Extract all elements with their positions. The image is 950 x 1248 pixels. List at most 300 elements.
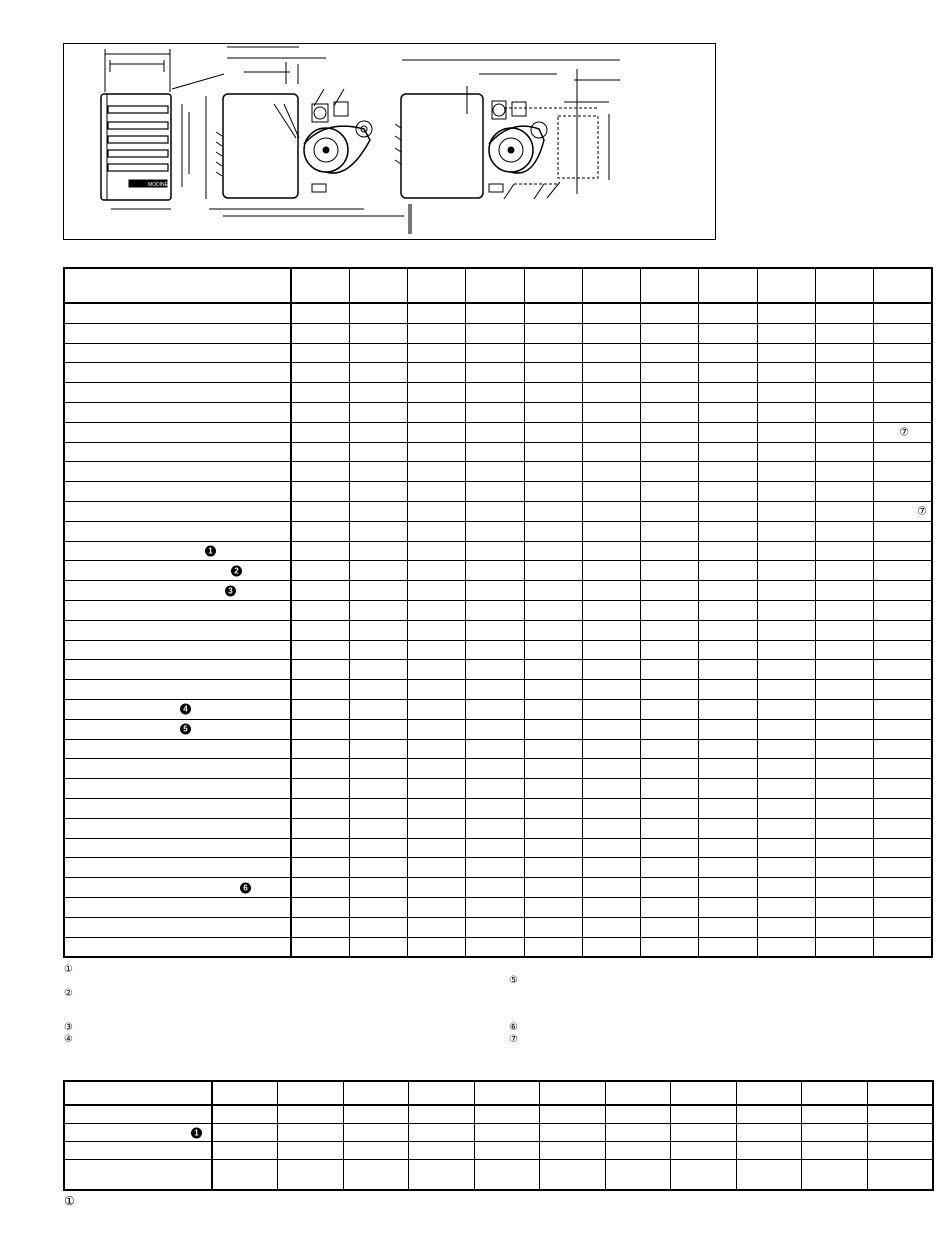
spec-table-value-cell bbox=[466, 383, 524, 403]
spec-table-value-cell bbox=[874, 521, 932, 541]
spec-table-value-cell bbox=[291, 937, 349, 957]
performance-table bbox=[63, 1080, 934, 1191]
spec-table-value-cell bbox=[699, 501, 757, 521]
spec-table-value-cell bbox=[874, 323, 932, 343]
spec-table-value-cell bbox=[874, 501, 932, 521]
spec-table-value-cell bbox=[408, 541, 466, 561]
spec-table-value-cell bbox=[466, 541, 524, 561]
spec-table-value-cell bbox=[641, 442, 699, 462]
spec-table-value-cell bbox=[874, 660, 932, 680]
spec-table-value-cell bbox=[815, 739, 873, 759]
spec-table-value-cell bbox=[291, 343, 349, 363]
spec-table-value-cell bbox=[349, 541, 407, 561]
spec-table-value-cell bbox=[757, 640, 815, 660]
spec-table-value-cell bbox=[757, 878, 815, 898]
spec-table-value-cell bbox=[349, 620, 407, 640]
spec-table-value-cell bbox=[582, 521, 640, 541]
spec-table-value-cell bbox=[582, 779, 640, 799]
spec-table-value-cell bbox=[757, 303, 815, 323]
perf-table-header-cell bbox=[540, 1081, 606, 1105]
spec-table-value-cell bbox=[699, 541, 757, 561]
spec-table-value-cell bbox=[874, 363, 932, 383]
spec-table-value-cell bbox=[582, 818, 640, 838]
spec-table-value-cell bbox=[408, 818, 466, 838]
spec-table-row bbox=[64, 402, 932, 422]
spec-table-value-cell bbox=[408, 699, 466, 719]
spec-table-value-cell bbox=[466, 640, 524, 660]
spec-table-value-cell bbox=[408, 759, 466, 779]
spec-table-value-cell bbox=[349, 798, 407, 818]
spec-table-value-cell bbox=[466, 878, 524, 898]
spec-table-value-cell bbox=[815, 937, 873, 957]
spec-table-value-cell bbox=[699, 620, 757, 640]
spec-table-row bbox=[64, 581, 932, 601]
spec-table-value-cell bbox=[524, 422, 582, 442]
spec-table-label-cell bbox=[64, 878, 291, 898]
spec-table-value-cell bbox=[466, 581, 524, 601]
spec-table-value-cell bbox=[641, 323, 699, 343]
spec-table-value-cell bbox=[815, 303, 873, 323]
perf-table-header-cell bbox=[474, 1081, 540, 1105]
spec-table-value-cell bbox=[874, 402, 932, 422]
spec-table-value-cell bbox=[874, 343, 932, 363]
spec-table-value-cell bbox=[408, 878, 466, 898]
spec-table-value-cell bbox=[757, 798, 815, 818]
spec-table-value-cell bbox=[291, 719, 349, 739]
spec-table-value-cell bbox=[641, 759, 699, 779]
perf-table-value-cell bbox=[540, 1142, 606, 1160]
spec-table-row bbox=[64, 343, 932, 363]
spec-table-value-cell bbox=[524, 818, 582, 838]
spec-table-value-cell bbox=[466, 343, 524, 363]
spec-table-value-cell bbox=[408, 442, 466, 462]
spec-table-value-cell bbox=[349, 897, 407, 917]
perf-table-header-row bbox=[64, 1081, 933, 1105]
spec-table-value-cell bbox=[524, 759, 582, 779]
spec-table-value-cell bbox=[291, 759, 349, 779]
spec-table-row bbox=[64, 719, 932, 739]
spec-table-value-cell bbox=[524, 521, 582, 541]
spec-table-value-cell bbox=[699, 838, 757, 858]
spec-table-value-cell bbox=[815, 878, 873, 898]
spec-table-value-cell bbox=[466, 600, 524, 620]
spec-table-footnote-ref: 4 bbox=[180, 704, 191, 715]
spec-table-value-cell bbox=[582, 501, 640, 521]
spec-table-value-cell bbox=[524, 402, 582, 422]
perf-table-value-cell bbox=[343, 1105, 409, 1124]
spec-table-value-cell bbox=[349, 719, 407, 739]
spec-table-header-cell bbox=[874, 268, 932, 303]
spec-table-row bbox=[64, 680, 932, 700]
spec-table-row bbox=[64, 541, 932, 561]
spec-table-value-cell bbox=[757, 462, 815, 482]
spec-table-header-cell bbox=[757, 268, 815, 303]
perf-table-value-cell bbox=[540, 1124, 606, 1142]
perf-table-value-cell bbox=[802, 1105, 868, 1124]
spec-table-value-cell bbox=[699, 442, 757, 462]
spec-table-value-cell bbox=[291, 699, 349, 719]
spec-table-value-cell bbox=[641, 501, 699, 521]
perf-table-header-cell bbox=[736, 1081, 802, 1105]
spec-table-value-cell bbox=[524, 699, 582, 719]
spec-table-value-cell bbox=[699, 402, 757, 422]
footnote-6-marker: ⑥ bbox=[509, 1022, 518, 1033]
perf-table-value-cell bbox=[605, 1124, 671, 1142]
spec-table-value-cell bbox=[641, 680, 699, 700]
spec-table-value-cell bbox=[699, 462, 757, 482]
spec-table-value-cell bbox=[641, 798, 699, 818]
spec-table-value-cell bbox=[466, 442, 524, 462]
spec-table-value-cell bbox=[699, 719, 757, 739]
spec-table-value-cell bbox=[815, 660, 873, 680]
spec-table-value-cell bbox=[408, 739, 466, 759]
spec-table-value-cell bbox=[582, 541, 640, 561]
spec-table-footnote-ref: ⑦ bbox=[917, 504, 927, 518]
spec-table-value-cell bbox=[699, 680, 757, 700]
spec-table-value-cell bbox=[874, 462, 932, 482]
spec-table-value-cell bbox=[466, 779, 524, 799]
spec-table-value-cell bbox=[582, 699, 640, 719]
spec-table-row bbox=[64, 561, 932, 581]
spec-table-label-cell bbox=[64, 303, 291, 323]
spec-table-header-cell bbox=[699, 268, 757, 303]
footnote-7-marker: ⑦ bbox=[509, 1034, 518, 1045]
spec-table-value-cell bbox=[582, 798, 640, 818]
spec-table-value-cell bbox=[408, 680, 466, 700]
perf-table-row bbox=[64, 1105, 933, 1124]
spec-table-value-cell bbox=[815, 640, 873, 660]
perf-table-value-cell bbox=[343, 1124, 409, 1142]
perf-table-value-cell bbox=[343, 1142, 409, 1160]
spec-table-value-cell bbox=[408, 858, 466, 878]
spec-table-value-cell bbox=[815, 759, 873, 779]
spec-table-value-cell bbox=[466, 323, 524, 343]
spec-table-label-cell bbox=[64, 541, 291, 561]
spec-table-value-cell bbox=[582, 482, 640, 502]
spec-table-value-cell bbox=[699, 363, 757, 383]
spec-table-value-cell bbox=[874, 779, 932, 799]
spec-table-value-cell bbox=[874, 917, 932, 937]
spec-table-value-cell bbox=[874, 620, 932, 640]
spec-table-value-cell bbox=[408, 462, 466, 482]
spec-table-value-cell bbox=[524, 779, 582, 799]
spec-table-value-cell bbox=[699, 699, 757, 719]
spec-table-header-cell bbox=[466, 268, 524, 303]
spec-table-value-cell bbox=[524, 878, 582, 898]
spec-table-value-cell bbox=[757, 917, 815, 937]
spec-table-value-cell bbox=[349, 858, 407, 878]
spec-table-value-cell bbox=[757, 402, 815, 422]
spec-table-value-cell bbox=[408, 323, 466, 343]
spec-table-value-cell bbox=[699, 739, 757, 759]
spec-table-value-cell bbox=[641, 937, 699, 957]
spec-table-label-cell bbox=[64, 719, 291, 739]
spec-table-value-cell bbox=[408, 363, 466, 383]
spec-table-value-cell bbox=[408, 521, 466, 541]
spec-table-value-cell bbox=[757, 561, 815, 581]
spec-table-label-cell bbox=[64, 482, 291, 502]
spec-table-value-cell bbox=[874, 581, 932, 601]
perf-table-value-cell bbox=[671, 1142, 737, 1160]
spec-table-value-cell bbox=[874, 422, 932, 442]
spec-table-footnote-ref: ⑦ bbox=[899, 425, 909, 439]
spec-table-value-cell bbox=[349, 917, 407, 937]
perf-table-header-cell bbox=[409, 1081, 475, 1105]
spec-table-value-cell bbox=[408, 917, 466, 937]
spec-table-value-cell bbox=[641, 917, 699, 937]
spec-table-value-cell bbox=[757, 680, 815, 700]
spec-table-label-cell bbox=[64, 323, 291, 343]
spec-table-value-cell bbox=[349, 521, 407, 541]
spec-table-value-cell bbox=[699, 343, 757, 363]
perf-table-value-cell bbox=[212, 1142, 278, 1160]
perf-table-value-cell bbox=[343, 1160, 409, 1191]
spec-table-value-cell bbox=[349, 303, 407, 323]
spec-table-label-cell bbox=[64, 422, 291, 442]
spec-table-value-cell bbox=[291, 581, 349, 601]
spec-table-value-cell bbox=[641, 383, 699, 403]
spec-table-row bbox=[64, 462, 932, 482]
spec-table-value-cell bbox=[408, 303, 466, 323]
spec-table-value-cell bbox=[408, 798, 466, 818]
spec-table-value-cell bbox=[874, 561, 932, 581]
spec-table-header-cell bbox=[582, 268, 640, 303]
spec-table-value-cell bbox=[815, 462, 873, 482]
spec-table-value-cell bbox=[408, 600, 466, 620]
perf-table-row bbox=[64, 1142, 933, 1160]
spec-table-label-cell bbox=[64, 897, 291, 917]
spec-table-value-cell bbox=[582, 660, 640, 680]
spec-table-value-cell bbox=[349, 323, 407, 343]
spec-table-value-cell bbox=[582, 719, 640, 739]
spec-table-value-cell bbox=[466, 739, 524, 759]
spec-table-value-cell bbox=[349, 680, 407, 700]
spec-table-row bbox=[64, 858, 932, 878]
spec-table-value-cell bbox=[349, 660, 407, 680]
perf-table-value-cell bbox=[409, 1124, 475, 1142]
spec-table-value-cell bbox=[291, 323, 349, 343]
spec-table-value-cell bbox=[874, 600, 932, 620]
spec-table-value-cell bbox=[349, 600, 407, 620]
spec-table-value-cell bbox=[699, 561, 757, 581]
spec-table-value-cell bbox=[874, 383, 932, 403]
spec-table-value-cell bbox=[466, 818, 524, 838]
spec-table-value-cell bbox=[408, 343, 466, 363]
spec-table-value-cell bbox=[524, 303, 582, 323]
spec-table-value-cell bbox=[582, 303, 640, 323]
perf-table-label-cell bbox=[64, 1142, 212, 1160]
perf-table-value-cell bbox=[867, 1160, 933, 1191]
spec-table-value-cell bbox=[815, 600, 873, 620]
spec-table-value-cell bbox=[291, 521, 349, 541]
spec-table-value-cell bbox=[641, 541, 699, 561]
spec-table-value-cell bbox=[757, 719, 815, 739]
spec-table-value-cell bbox=[466, 462, 524, 482]
spec-table-value-cell bbox=[291, 422, 349, 442]
spec-table-value-cell bbox=[582, 917, 640, 937]
spec-table-value-cell bbox=[757, 363, 815, 383]
spec-table-row bbox=[64, 759, 932, 779]
spec-table-value-cell bbox=[524, 620, 582, 640]
spec-table-value-cell bbox=[291, 561, 349, 581]
spec-table-value-cell bbox=[815, 779, 873, 799]
spec-table-value-cell bbox=[582, 620, 640, 640]
spec-table-value-cell bbox=[291, 541, 349, 561]
spec-table-value-cell bbox=[874, 858, 932, 878]
spec-table-value-cell bbox=[874, 759, 932, 779]
spec-table-value-cell bbox=[815, 798, 873, 818]
spec-table-value-cell bbox=[757, 343, 815, 363]
spec-table-value-cell bbox=[641, 719, 699, 739]
perf-table-value-cell bbox=[540, 1160, 606, 1191]
spec-table-label-cell bbox=[64, 759, 291, 779]
spec-table-label-cell bbox=[64, 561, 291, 581]
spec-table-value-cell bbox=[291, 501, 349, 521]
spec-table-value-cell bbox=[524, 719, 582, 739]
perf-table-value-cell bbox=[802, 1124, 868, 1142]
spec-table-value-cell bbox=[815, 521, 873, 541]
spec-table-value-cell bbox=[408, 561, 466, 581]
spec-table-value-cell bbox=[815, 541, 873, 561]
spec-table-label-cell bbox=[64, 402, 291, 422]
spec-table-value-cell bbox=[582, 343, 640, 363]
spec-table-value-cell bbox=[349, 779, 407, 799]
spec-table-value-cell bbox=[408, 620, 466, 640]
spec-table-value-cell bbox=[699, 521, 757, 541]
spec-table-header-cell bbox=[641, 268, 699, 303]
spec-table-value-cell bbox=[291, 660, 349, 680]
spec-table-label-cell bbox=[64, 600, 291, 620]
spec-table-row bbox=[64, 937, 932, 957]
spec-table-value-cell bbox=[291, 462, 349, 482]
spec-table-value-cell bbox=[699, 917, 757, 937]
spec-table-value-cell bbox=[524, 680, 582, 700]
spec-table-value-cell bbox=[291, 897, 349, 917]
spec-table-row bbox=[64, 521, 932, 541]
spec-table-value-cell bbox=[641, 779, 699, 799]
spec-table-value-cell bbox=[466, 838, 524, 858]
spec-table-value-cell bbox=[699, 779, 757, 799]
spec-table-value-cell bbox=[582, 878, 640, 898]
spec-table-value-cell bbox=[291, 600, 349, 620]
spec-table-value-cell bbox=[582, 581, 640, 601]
spec-table-value-cell bbox=[466, 482, 524, 502]
spec-table-value-cell bbox=[582, 739, 640, 759]
spec-table-value-cell bbox=[291, 680, 349, 700]
spec-table-value-cell bbox=[815, 323, 873, 343]
spec-table-value-cell bbox=[641, 402, 699, 422]
spec-table-value-cell bbox=[815, 383, 873, 403]
spec-table-value-cell bbox=[524, 343, 582, 363]
spec-table-value-cell bbox=[349, 363, 407, 383]
spec-table-value-cell bbox=[408, 838, 466, 858]
spec-table-value-cell bbox=[524, 640, 582, 660]
spec-table-row bbox=[64, 422, 932, 442]
spec-table-value-cell bbox=[874, 818, 932, 838]
spec-table-value-cell bbox=[582, 680, 640, 700]
perf-table-value-cell bbox=[278, 1105, 344, 1124]
spec-table-row bbox=[64, 600, 932, 620]
spec-table-value-cell bbox=[699, 937, 757, 957]
spec-table-header-cell bbox=[524, 268, 582, 303]
spec-table-value-cell bbox=[699, 818, 757, 838]
spec-table-value-cell bbox=[641, 699, 699, 719]
spec-table-value-cell bbox=[349, 739, 407, 759]
spec-table-footnote-ref: 6 bbox=[240, 882, 251, 893]
spec-table-label-cell bbox=[64, 937, 291, 957]
spec-table-value-cell bbox=[757, 541, 815, 561]
spec-table-value-cell bbox=[757, 779, 815, 799]
spec-table-header-cell bbox=[291, 268, 349, 303]
spec-table-value-cell bbox=[291, 363, 349, 383]
spec-table-value-cell bbox=[466, 501, 524, 521]
spec-table-value-cell bbox=[641, 640, 699, 660]
spec-table-value-cell bbox=[699, 798, 757, 818]
spec-table-value-cell bbox=[466, 680, 524, 700]
spec-table-label-cell bbox=[64, 462, 291, 482]
spec-table-value-cell bbox=[699, 660, 757, 680]
spec-table-value-cell bbox=[815, 838, 873, 858]
spec-table-value-cell bbox=[699, 640, 757, 660]
perf-table-value-cell bbox=[671, 1105, 737, 1124]
spec-table-value-cell bbox=[524, 541, 582, 561]
spec-table-footnote-ref: 2 bbox=[231, 565, 242, 576]
spec-table-value-cell bbox=[757, 521, 815, 541]
spec-table-row bbox=[64, 620, 932, 640]
footnote-3-marker: ③ bbox=[64, 1022, 73, 1033]
spec-table-value-cell bbox=[524, 482, 582, 502]
spec-table-row bbox=[64, 482, 932, 502]
spec-table-header-cell bbox=[349, 268, 407, 303]
spec-table-value-cell bbox=[291, 779, 349, 799]
perf-table-value-cell bbox=[605, 1160, 671, 1191]
spec-table-label-cell bbox=[64, 680, 291, 700]
spec-table-value-cell bbox=[641, 660, 699, 680]
spec-table-value-cell bbox=[641, 620, 699, 640]
spec-table-value-cell bbox=[408, 383, 466, 403]
spec-table-value-cell bbox=[874, 838, 932, 858]
spec-table-value-cell bbox=[349, 640, 407, 660]
spec-table-value-cell bbox=[815, 581, 873, 601]
spec-table-row bbox=[64, 838, 932, 858]
spec-table-value-cell bbox=[408, 660, 466, 680]
spec-table-value-cell bbox=[349, 561, 407, 581]
spec-table-value-cell bbox=[291, 798, 349, 818]
perf-table-header-cell bbox=[605, 1081, 671, 1105]
perf-table-value-cell bbox=[867, 1105, 933, 1124]
spec-table-value-cell bbox=[641, 422, 699, 442]
spec-table-value-cell bbox=[349, 937, 407, 957]
spec-table-value-cell bbox=[291, 482, 349, 502]
spec-table-value-cell bbox=[291, 858, 349, 878]
spec-table-header-cell bbox=[815, 268, 873, 303]
spec-table-value-cell bbox=[291, 620, 349, 640]
spec-table-row bbox=[64, 818, 932, 838]
perf-table-value-cell bbox=[867, 1124, 933, 1142]
spec-table-value-cell bbox=[524, 858, 582, 878]
perf-table-value-cell bbox=[474, 1124, 540, 1142]
perf-table-value-cell bbox=[474, 1160, 540, 1191]
spec-table-value-cell bbox=[582, 600, 640, 620]
spec-table-label-cell bbox=[64, 818, 291, 838]
spec-table-value-cell bbox=[757, 620, 815, 640]
spec-table-row bbox=[64, 798, 932, 818]
perf-table-value-cell bbox=[736, 1142, 802, 1160]
spec-table-row bbox=[64, 878, 932, 898]
spec-table-value-cell bbox=[699, 878, 757, 898]
perf-table-value-cell bbox=[605, 1105, 671, 1124]
spec-table-value-cell bbox=[524, 581, 582, 601]
